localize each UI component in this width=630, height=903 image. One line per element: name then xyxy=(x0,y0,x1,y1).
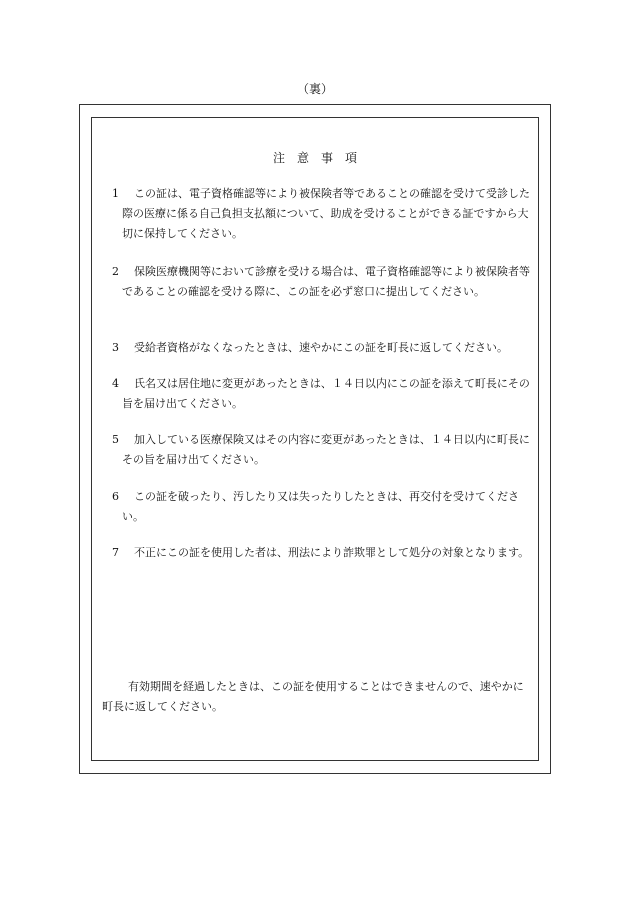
notice-item-7 xyxy=(112,543,534,563)
notice-item-6 xyxy=(112,487,534,527)
item-text: 保険医療機関等において診療を受ける場合は、電子資格確認等により被保険者等であることの確認を受ける際に、この証を必ず窓口に提出してください。 xyxy=(122,265,530,298)
item-number: 1 xyxy=(112,187,119,200)
notice-item-3 xyxy=(112,338,534,358)
page-side-label: （裏） xyxy=(296,82,333,96)
item-number: 7 xyxy=(112,546,119,559)
notice-item-4 xyxy=(112,374,534,414)
item-text: 氏名又は居住地に変更があったときは、１４日以内にこの証を添えて町長にその旨を届け出てください。 xyxy=(122,377,530,410)
item-number: 5 xyxy=(112,433,119,446)
item-text: 不正にこの証を使用した者は、刑法により詐欺罪として処分の対象となります。 xyxy=(134,546,530,559)
outer-frame xyxy=(79,104,551,774)
item-text: 受給者資格がなくなったときは、速やかにこの証を町長に返してください。 xyxy=(134,341,508,354)
item-number: 3 xyxy=(112,341,119,354)
item-text: この証は、電子資格確認等により被保険者等であることの確認を受けて受診した際の医療に係る自己負担支払額について、助成を受けることができる証ですから大切に保持してください。 xyxy=(122,187,530,240)
inner-frame xyxy=(91,117,539,761)
notice-item-1 xyxy=(112,184,534,244)
item-number: 6 xyxy=(112,490,119,503)
item-number: 4 xyxy=(112,377,119,390)
notice-item-2 xyxy=(112,262,534,302)
item-text: 加入している医療保険又はその内容に変更があったときは、１４日以内に町長にその旨を届け出てください。 xyxy=(122,433,530,466)
expiry-note: 有効期間を経過したときは、この証を使用することはできませんので、速やかに町長に返してください。 xyxy=(102,680,524,713)
notice-title: 注 意 事 項 xyxy=(272,151,357,165)
notice-item-5 xyxy=(112,430,534,470)
item-text: この証を破ったり、汚したり又は失ったりしたときは、再交付を受けてください。 xyxy=(122,490,519,523)
item-number: 2 xyxy=(112,265,119,278)
